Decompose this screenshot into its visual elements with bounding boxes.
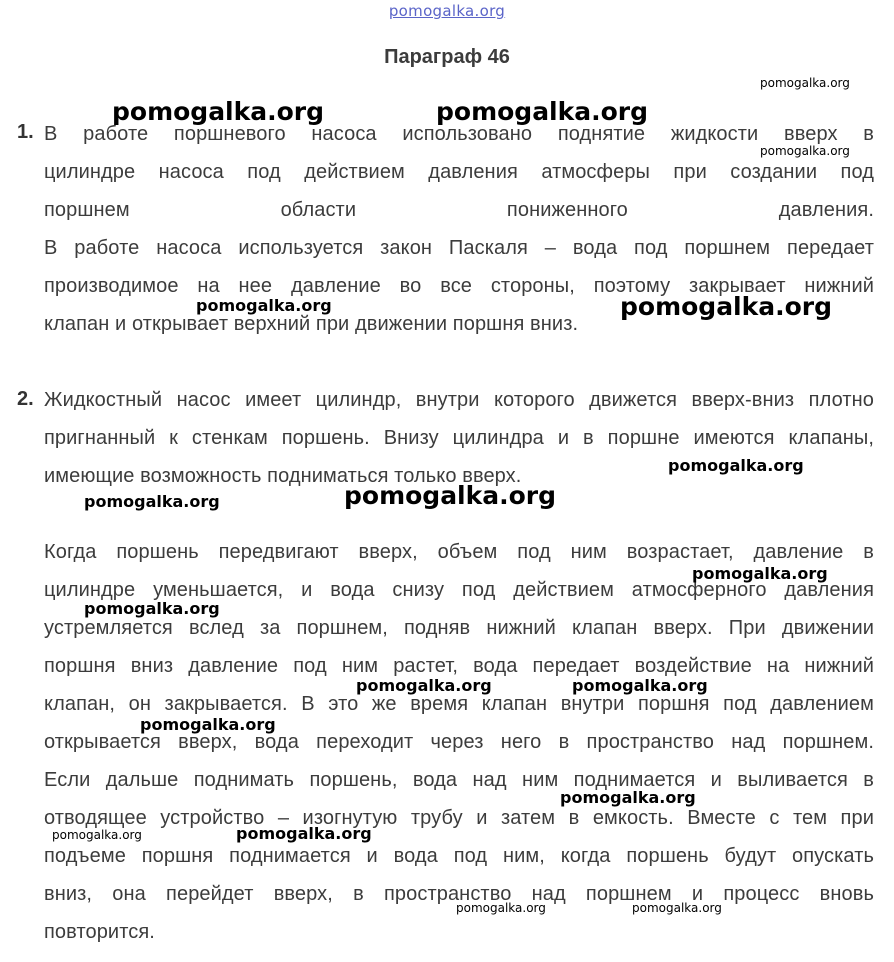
text-line: клапан и открывает верхний при движении поршня вниз. [44,313,579,335]
watermark: pomogalka.org [140,715,276,734]
watermark: pomogalka.org [236,824,372,843]
watermark: pomogalka.org [196,296,332,315]
text-line: клапан, он закрывается. В это же время клапан внутри поршня под давлением [44,693,874,715]
text-line: пригнанный к стенкам поршень. Внизу цилиндра и в поршне имеются клапаны, [44,427,874,449]
text-line: В работе насоса используется закон Паскаля – вода под поршнем передает [44,237,874,259]
watermark: pomogalka.org [668,456,804,475]
text-line: В работе поршневого насоса использовано поднятие жидкости вверх в [44,123,874,145]
text-line: повторится. [44,921,155,943]
watermark: pomogalka.org [572,676,708,695]
text-line: открывается вверх, вода переходит через него в пространство над поршнем. [44,731,874,753]
watermark: pomogalka.org [632,901,722,915]
text-line: имеющие возможность подниматься только вверх. [44,465,522,487]
text-line: подъеме поршня поднимается и вода под ним, когда поршень будут опускать [44,845,874,867]
text-line: цилиндре уменьшается, и вода снизу под действием атмосферного давления [44,579,874,601]
watermark: pomogalka.org [344,481,557,510]
watermark: pomogalka.org [760,144,850,158]
watermark: pomogalka.org [436,97,649,126]
text-line: Если дальше поднимать поршень, вода над ним поднимается и выливается в [44,769,874,791]
watermark: pomogalka.org [84,599,220,618]
text-line: Жидкостный насос имеет цилиндр, внутри которого движется вверх-вниз плотно [44,389,874,411]
watermark: pomogalka.org [620,292,833,321]
watermark: pomogalka.org [456,901,546,915]
text-line: производимое на нее давление во все стороны, поэтому закрывает нижний [44,275,874,297]
watermark: pomogalka.org [112,97,325,126]
text-line: Когда поршень передвигают вверх, объем под ним возрастает, давление в [44,541,874,563]
answer-paragraph [44,533,874,951]
watermark: pomogalka.org [52,828,142,842]
watermark: pomogalka.org [560,788,696,807]
text-line: вниз, она перейдет вверх, в пространство над поршнем и процесс вновь [44,883,874,905]
text-line: устремляется вслед за поршнем, подняв нижний клапан вверх. При движении [44,617,874,639]
text-line: цилиндре насоса под действием давления атмосферы при создании под [44,161,874,183]
text-line: поршня вниз давление под ним растет, вода передает воздействие на нижний [44,655,874,677]
answer-paragraph [44,381,874,495]
text-line: отводящее устройство – изогнутую трубу и затем в емкость. Вместе с тем при [44,807,874,829]
item-number: 1. [17,121,34,143]
item-number: 2. [17,388,34,410]
text-line: поршнем области пониженного давления. [44,199,874,221]
site-link[interactable]: pomogalka.org [388,2,506,20]
page-title: Параграф 46 [384,46,510,68]
watermark: pomogalka.org [760,76,850,90]
watermark: pomogalka.org [356,676,492,695]
watermark: pomogalka.org [84,492,220,511]
watermark: pomogalka.org [692,564,828,583]
